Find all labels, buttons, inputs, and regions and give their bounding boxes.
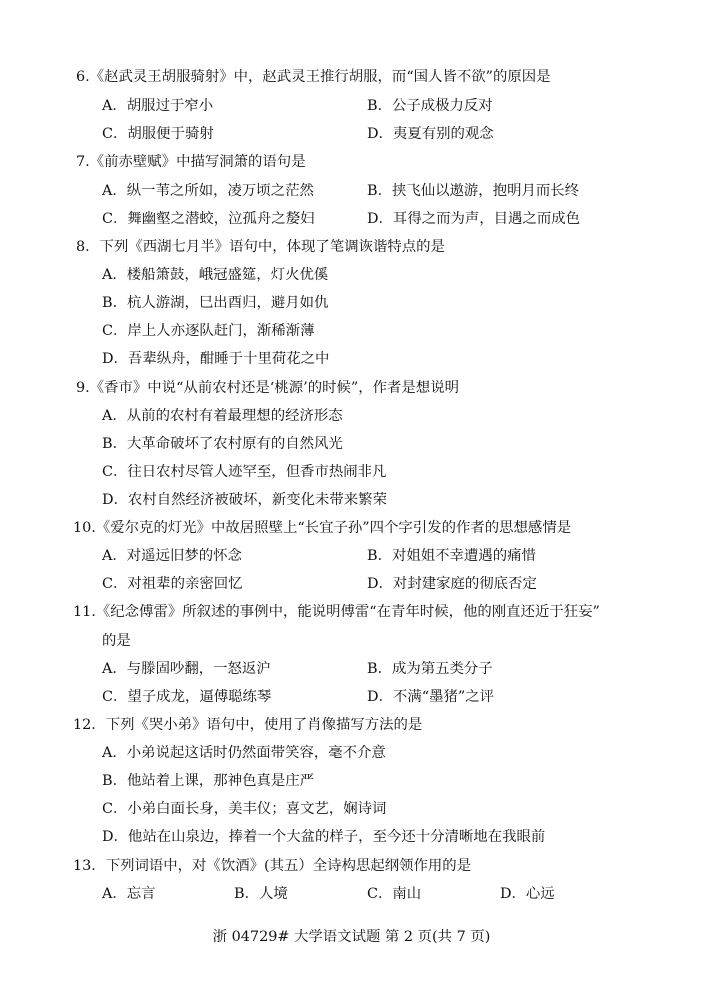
question-8-option-b: B．杭人游湖，巳出酉归，避月如仇 [102,295,329,311]
question-9-option-c: C．往日农村尽管人迹罕至，但香市热闹非凡 [102,464,387,480]
question-8-option-c: C．岸上人亦逐队赶门，渐稀渐薄 [102,323,315,339]
question-10-option-d: D．对封建家庭的彻底否定 [367,576,537,592]
question-10-option-b: B．对姐姐不幸遭遇的痛惜 [367,548,536,564]
question-10-stem: 10.《爱尔克的灯光》中故居照壁上“长宜子孙”四个字引发的作者的思想感情是 [73,520,572,536]
question-6-option-c: C．胡服便于骑射 [102,126,214,142]
question-7-option-a: A．纵一苇之所如，凌万顷之茫然 [102,183,314,199]
question-11-option-b: B．成为第五类分子 [367,661,493,677]
question-11-stem: 11.《纪念傅雷》所叙述的事例中，能说明傅雷“在青年时候，他的刚直还近于狂妄” [73,604,600,620]
question-11-option-d: D．不满“墨猪”之评 [367,689,494,705]
question-13-option-a: A．忘言 [102,886,156,902]
question-10-option-c: C．对祖辈的亲密回忆 [102,576,243,592]
question-9-option-a: A．从前的农村有着最理想的经济形态 [102,408,343,424]
question-12-option-a: A．小弟说起这话时仍然面带笑容，毫不介意 [102,745,386,761]
question-8-option-a: A．楼船箫鼓，峨冠盛筵，灯火优傒 [102,267,329,283]
question-9-option-b: B．大革命破坏了农村原有的自然风光 [102,436,343,452]
question-6-option-b: B．公子成极力反对 [367,98,493,114]
question-12-option-d: D．他站在山泉边，捧着一个大盆的样子，至今还十分清晰地在我眼前 [102,829,546,845]
question-11-option-c: C．望子成龙，逼傅聪练琴 [102,689,272,705]
question-7-option-b: B．挟飞仙以遨游，抱明月而长终 [367,183,580,199]
question-13-option-c: C．南山 [367,886,422,902]
question-13-stem: 13．下列词语中，对《饮酒》(其五）全诗构思起纲领作用的是 [73,858,472,874]
question-9-stem: 9.《香市》中说“从前农村还是‘桃源’的时候”，作者是想说明 [76,380,459,396]
question-7-option-d: D．耳得之而为声，目遇之而成色 [367,211,581,227]
question-6-stem: 6.《赵武灵王胡服骑射》中，赵武灵王推行胡服，而“国人皆不欲”的原因是 [76,69,551,85]
question-12-option-c: C．小弟白面长身，美丰仪；喜文艺，娴诗词 [102,801,387,817]
question-13-option-d: D．心远 [500,886,555,902]
question-7-option-c: C．舞幽壑之潜蛟，泣孤舟之嫠妇 [102,211,315,227]
question-7-stem: 7.《前赤壁赋》中描写洞箫的语句是 [76,154,306,170]
question-10-option-a: A．对遥远旧梦的怀念 [102,548,242,564]
question-6-option-d: D．夷夏有别的观念 [367,126,494,142]
question-12-stem: 12．下列《哭小弟》语句中，使用了肖像描写方法的是 [73,717,423,733]
question-8-option-d: D．吾辈纵舟，酣睡于十里荷花之中 [102,351,330,367]
page-footer: 浙 04729# 大学语文试题 第 2 页(共 7 页) [212,929,491,945]
question-11-option-a: A．与滕固吵翻，一怒返沪 [102,661,271,677]
question-8-stem: 8．下列《西湖七月半》语句中，体现了笔调诙谐特点的是 [76,239,445,255]
question-6-option-a: A．胡服过于窄小 [102,98,214,114]
question-13-option-b: B．人境 [234,886,288,902]
question-9-option-d: D．农村自然经济被破坏，新变化未带来繁荣 [102,492,387,508]
question-12-option-b: B．他站着上课，那神色真是庄严 [102,773,315,789]
question-11-stem-continuation: 的是 [102,633,131,649]
